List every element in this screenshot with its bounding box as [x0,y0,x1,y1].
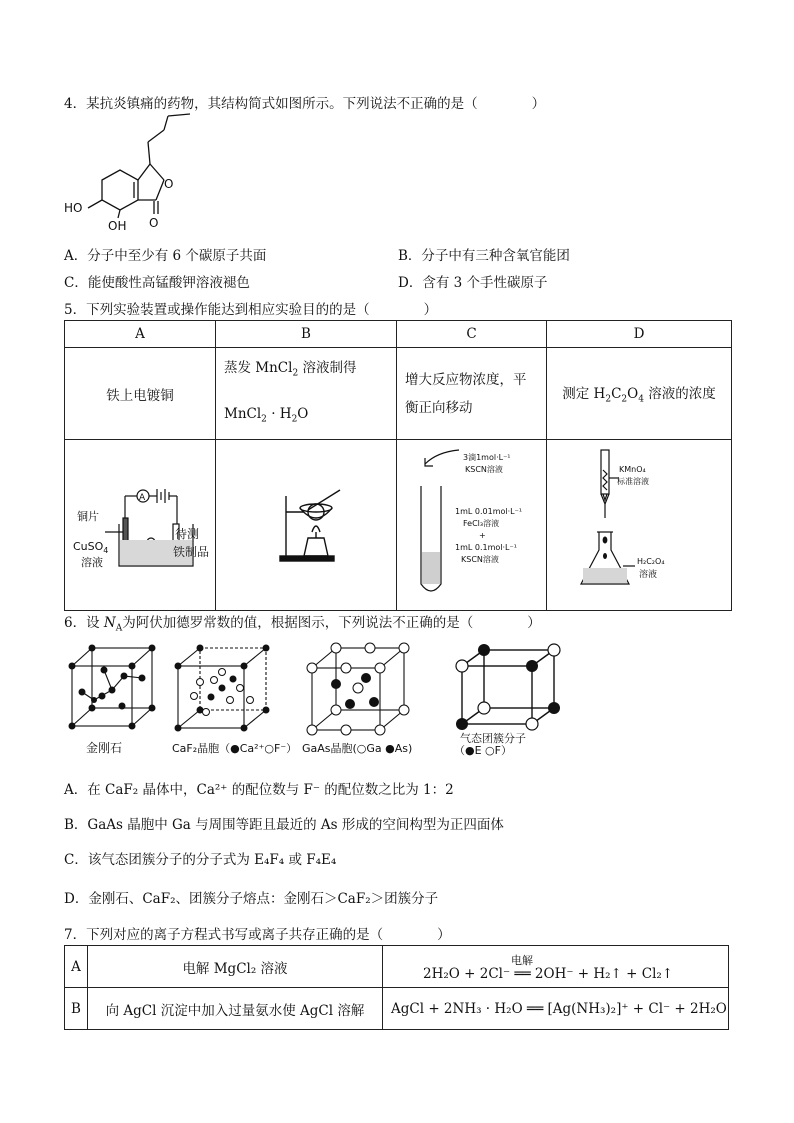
electrolysis-condition: 电解 [511,953,533,967]
kmno4-label: KMnO₄ [619,465,646,475]
q6-option-b: B．GaAs 晶胞中 Ga 与周围等距且最近的 As 形成的空间构型为正四面体 [64,817,504,833]
kscn-drop-label-1: 3滴1mol·L⁻¹ [463,453,511,463]
cuso4-label: CuSO$_4$ [73,540,109,556]
gaas-crystal-diagram [300,640,430,756]
h2c2o4-label: H₂C₂O₄ [637,557,665,567]
q5-header-a: A [65,321,216,348]
q5-purpose-b: 蒸发 MnCl$_2$ 溶液制得 MnCl$_2$ · $H_2O$ [216,348,397,440]
q7-row-b-desc: 向 AgCl 沉淀中加入过量氨水使 AgCl 溶解 [88,988,383,1030]
caf2-crystal-diagram [170,640,300,756]
cluster-molecule-diagram [440,640,580,756]
evaporation-apparatus [216,440,396,606]
titration-apparatus [547,440,731,606]
diamond-caption: 金刚石 [86,741,123,755]
diamond-crystal-diagram [64,640,164,756]
test-item-label: 待测 [175,527,200,542]
q7-row-b-label: B [65,988,88,1030]
plus-label: + [479,531,486,541]
q4-label-ring-o: O [164,177,174,191]
q4-option-a: A．分子中至少有 6 个碳原子共面 [64,248,267,264]
kmno4-std-label: 标准溶液 [617,477,649,487]
kscn-drop-label-2: KSCN溶液 [465,465,503,475]
kscn-label-2: KSCN溶液 [461,555,499,565]
q5-figure-d-cell [547,440,732,611]
test-tube-apparatus [397,440,546,606]
cluster-caption-2: （●E ○F） [454,744,512,756]
q5-header-b: B [216,321,397,348]
q4-label-ho: HO [64,201,83,215]
q7-row-a-label: A [65,946,88,988]
q4-option-d: D．含有 3 个手性碳原子 [398,275,548,291]
q4-label-oh: OH [108,219,127,233]
kscn-label-1: 1mL 0.1mol·L⁻¹ [455,543,517,553]
q7-stem: 7．下列对应的离子方程式书写或离子共存正确的是（ ） [64,927,451,943]
cluster-caption-1: 气态团簇分子 [460,732,526,745]
electrolysis-equation: 2H₂O + 2Cl⁻ ══ 2OH⁻ + H₂↑ + Cl₂↑ [423,965,674,982]
q5-table [64,320,732,611]
copper-label: 铜片 [77,510,99,524]
q5-figure-a-cell [65,440,216,611]
q6-option-a: A．在 CaF₂ 晶体中，Ca²⁺ 的配位数与 F⁻ 的配位数之比为 1：2 [64,782,454,798]
fecl3-label-1: 1mL 0.01mol·L⁻¹ [455,507,523,517]
q5-purpose-a: 铁上电镀铜 [65,348,216,440]
h2c2o4-sol-label: 溶液 [639,570,658,581]
ammeter-label: A [139,493,146,504]
q6-stem: 6．设 $N_A$为阿伏加德罗常数的值，根据图示，下列说法不正确的是（ ） [64,615,541,634]
q7-row-a-equation [383,946,729,988]
q7-row-b-equation: AgCl + 2NH₃ · H₂O ══ [Ag(NH₃)₂]⁺ + Cl⁻ + 2H₂O [383,988,729,1030]
q5-purpose-c: 增大反应物浓度，平 衡正向移动 [397,348,547,440]
q5-header-d: D [547,321,732,348]
q4-stem: 4．某抗炎镇痛的药物，其结构简式如图所示。下列说法不正确的是（ ） [64,96,546,112]
electroplating-apparatus [65,440,215,606]
q4-structure-diagram [60,112,200,242]
q4-label-carbonyl-o: O [149,216,159,230]
iron-item-label: 铁制品 [173,545,210,560]
q5-purpose-d: 测定 $H_2C_2O_4$ 溶液的浓度 [547,348,732,440]
q6-option-c: C．该气态团簇分子的分子式为 E₄F₄ 或 F₄E₄ [64,852,337,868]
gaas-caption: GaAs晶胞(○Ga ●As) [302,742,413,755]
caf2-caption: CaF₂晶胞（●Ca²⁺○F⁻） [172,742,298,755]
q5-figure-c-cell [397,440,547,611]
fecl3-label-2: FeCl₃溶液 [463,519,500,529]
q5-stem: 5．下列实验装置或操作能达到相应实验目的的是（ ） [64,302,438,318]
q5-figure-b-cell [216,440,397,611]
q4-option-c: C．能使酸性高锰酸钾溶液褪色 [64,275,250,291]
q5-header-c: C [397,321,547,348]
q7-row-a-desc: 电解 MgCl₂ 溶液 [88,946,383,988]
q4-option-b: B．分子中有三种含氧官能团 [398,248,570,264]
q6-option-d: D．金刚石、CaF₂、团簇分子熔点：金刚石＞CaF₂＞团簇分子 [64,891,439,907]
q7-table [64,945,729,1030]
cuso4-solution-label: 溶液 [81,556,103,570]
